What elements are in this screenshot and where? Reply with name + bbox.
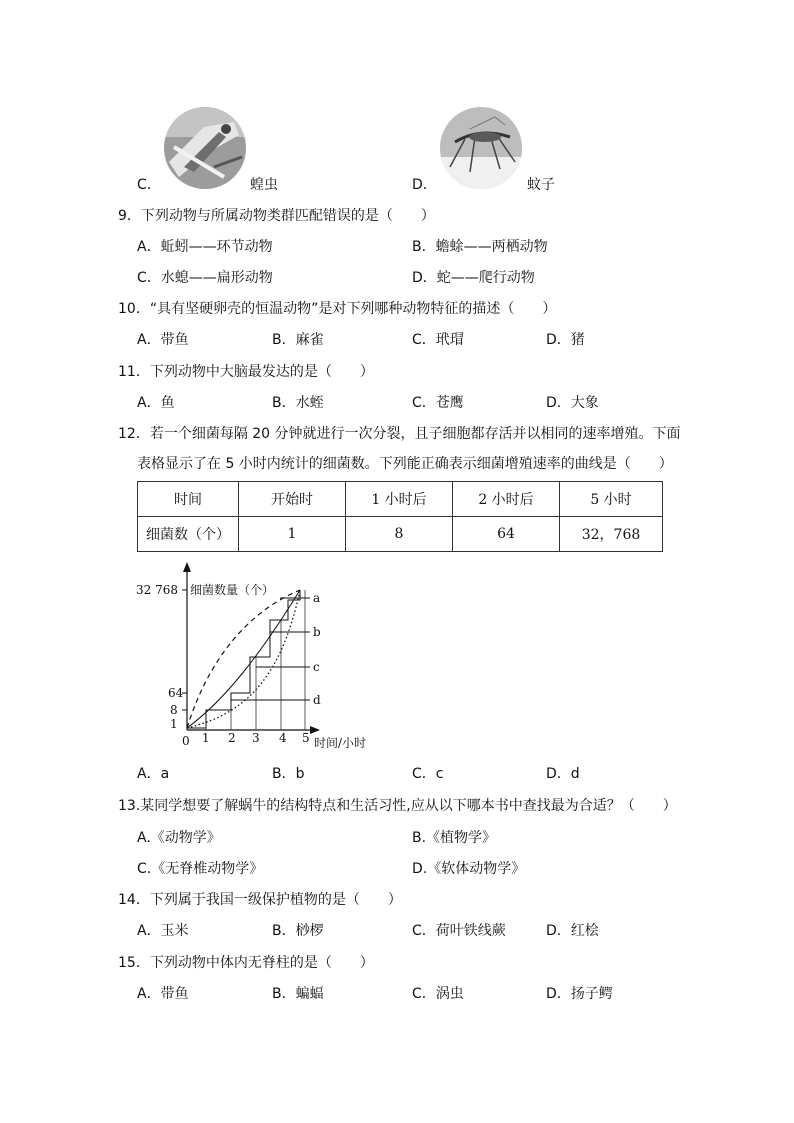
q10-option-b: B．麻雀: [272, 332, 324, 348]
q13-option-c: C.《无脊椎动物学》: [137, 861, 264, 877]
x-tick-4: 4: [279, 731, 287, 745]
q13-option-a: A.《动物学》: [137, 830, 221, 846]
table-cell: 32，768: [560, 517, 663, 552]
curve-d: [187, 590, 300, 728]
q12-option-d: D．d: [546, 766, 580, 782]
q14-stem: 14．下列属于我国一级保护植物的是（ ）: [118, 892, 402, 908]
q11-option-a: A．鱼: [137, 395, 175, 411]
q15-stem: 15．下列动物中体内无脊柱的是（ ）: [118, 955, 374, 971]
curve-label-b: b: [313, 625, 321, 639]
table-cell: 1 小时后: [346, 482, 453, 517]
q10-option-c: C．玳瑁: [412, 332, 464, 348]
x-axis-label: 时间/小时: [314, 736, 367, 750]
q14-option-a: A．玉米: [137, 923, 189, 939]
q15-option-c: C．涡虫: [412, 986, 464, 1002]
mosquito-picture: [440, 107, 522, 189]
table-row: [138, 517, 663, 552]
x-tick-0: 0: [182, 734, 190, 748]
q15-option-d: D．扬子鳄: [546, 986, 613, 1002]
q8-option-d-letter: D．: [412, 177, 437, 193]
table-cell: 1: [239, 517, 346, 552]
q9-stem: 9．下列动物与所属动物类群匹配错误的是（ ）: [118, 208, 435, 224]
y-tick-32768: 32 768: [136, 583, 178, 597]
q8-option-d-name: 蚊子: [527, 177, 555, 193]
q13-stem: 13.某同学想要了解蜗牛的结构特点和生活习性,应从以下哪本书中查找最为合适？（ ）: [118, 798, 677, 814]
q14-option-b: B．桫椤: [272, 923, 324, 939]
x-tick-2: 2: [228, 731, 236, 745]
x-tick-5: 5: [302, 731, 310, 745]
y-axis-arrow: [183, 562, 191, 572]
q15-option-a: A．带鱼: [137, 986, 189, 1002]
q11-option-d: D．大象: [546, 395, 599, 411]
table-cell: 时间: [138, 482, 239, 517]
curve-c: [187, 590, 300, 728]
q10-option-d: D．猪: [546, 332, 585, 348]
q8-option-c-letter: C．: [137, 177, 161, 193]
q9-option-a: A．蚯蚓——环节动物: [137, 239, 273, 255]
q10-option-a: A．带鱼: [137, 332, 189, 348]
q12-option-b: B．b: [272, 766, 305, 782]
q11-option-b: B．水蛭: [272, 395, 324, 411]
bacteria-count-table: [137, 481, 663, 552]
q12-stem-line2: 表格显示了在 5 小时内统计的细菌数。下列能正确表示细菌增殖速率的曲线是（ ）: [137, 456, 673, 472]
q9-option-d: D．蛇——爬行动物: [412, 270, 535, 286]
curve-a: [187, 590, 300, 728]
x-tick-1: 1: [202, 731, 210, 745]
q12-option-a: A．a: [137, 766, 170, 782]
q15-option-b: B．蝙蝠: [272, 986, 324, 1002]
q11-option-c: C．苍鹰: [412, 395, 464, 411]
table-cell: 2 小时后: [453, 482, 560, 517]
q8-option-c-name: 蝗虫: [250, 177, 278, 193]
locust-photo: [164, 107, 246, 189]
locust-picture: [164, 107, 246, 189]
y-axis-label: 细菌数量（个）: [190, 583, 275, 597]
y-tick-8: 8: [170, 703, 178, 717]
q9-option-b: B．蟾蜍——两栖动物: [412, 239, 548, 255]
q13-option-b: B.《植物学》: [412, 830, 497, 846]
table-cell: 开始时: [239, 482, 346, 517]
q14-option-d: D．红桧: [546, 923, 599, 939]
bacteria-growth-graph: [130, 560, 400, 760]
table-cell: 细菌数（个）: [138, 517, 239, 552]
table-cell: 5 小时: [560, 482, 663, 517]
curve-label-a: a: [313, 591, 321, 605]
q14-option-c: C．荷叶铁线蕨: [412, 923, 506, 939]
x-axis-arrow: [310, 726, 320, 734]
mosquito-photo: [440, 107, 522, 189]
q9-option-c: C．水螅——扁形动物: [137, 270, 273, 286]
table-cell: 8: [346, 517, 453, 552]
q12-option-c: C．c: [412, 766, 444, 782]
q13-option-d: D.《软体动物学》: [412, 861, 526, 877]
q10-stem: 10．“具有坚硬卵壳的恒温动物”是对下列哪种动物特征的描述（ ）: [118, 301, 557, 317]
q12-stem-line1: 12．若一个细菌每隔 20 分钟就进行一次分裂，且子细胞都存活并以相同的速率增殖。下面: [118, 426, 681, 442]
curve-b: [187, 590, 300, 728]
table-header-row: [138, 482, 663, 517]
y-tick-64: 64: [168, 686, 184, 700]
y-tick-1: 1: [170, 717, 178, 731]
curve-label-c: c: [313, 660, 320, 674]
table-cell: 64: [453, 517, 560, 552]
curve-label-d: d: [313, 693, 321, 707]
q11-stem: 11．下列动物中大脑最发达的是（ ）: [118, 364, 374, 380]
x-tick-3: 3: [252, 731, 260, 745]
